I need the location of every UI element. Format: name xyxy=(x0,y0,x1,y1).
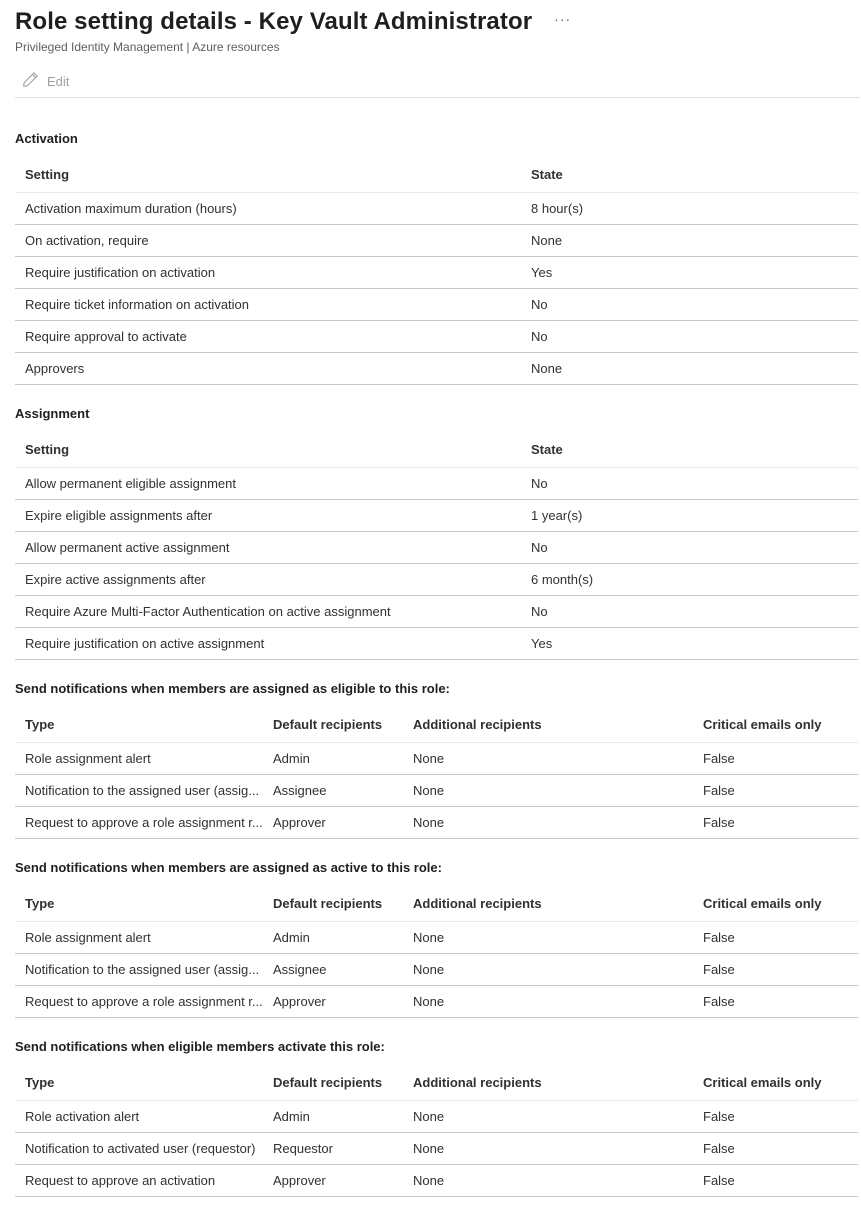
table-header-row xyxy=(15,432,858,468)
type-cell: Role assignment alert xyxy=(15,743,263,775)
table-row xyxy=(15,596,858,628)
setting-cell: Require ticket information on activation xyxy=(15,289,521,321)
breadcrumb-subtitle: Privileged Identity Management | Azure resources xyxy=(15,40,280,54)
state-cell: 1 year(s) xyxy=(521,500,858,532)
assignment-table xyxy=(15,432,858,660)
type-cell: Notification to the assigned user (assig... xyxy=(15,775,263,807)
additional-recipients-cell: None xyxy=(403,807,693,839)
state-cell: No xyxy=(521,532,858,564)
setting-cell: Expire active assignments after xyxy=(15,564,521,596)
additional-recipients-cell: None xyxy=(403,775,693,807)
additional-recipients-cell: None xyxy=(403,1133,693,1165)
column-header-default-recipients[interactable]: Default recipients xyxy=(263,707,403,743)
table-row xyxy=(15,1133,858,1165)
notify-active-table xyxy=(15,886,858,1018)
table-row xyxy=(15,564,858,596)
column-header-setting[interactable]: Setting xyxy=(15,157,521,193)
default-recipients-cell: Approver xyxy=(263,807,403,839)
table-row xyxy=(15,1101,858,1133)
notify-eligible-section-title: Send notifications when members are assigned as eligible to this role: xyxy=(15,681,450,696)
type-cell: Request to approve a role assignment r... xyxy=(15,807,263,839)
type-cell: Request to approve an activation xyxy=(15,1165,263,1197)
edit-label: Edit xyxy=(47,73,70,89)
table-header-row xyxy=(15,1065,858,1101)
table-header-row xyxy=(15,157,858,193)
type-cell: Notification to the assigned user (assig... xyxy=(15,954,263,986)
table-header-row xyxy=(15,707,858,743)
default-recipients-cell: Admin xyxy=(263,743,403,775)
column-header-critical-emails[interactable]: Critical emails only xyxy=(693,886,858,922)
additional-recipients-cell: None xyxy=(403,954,693,986)
default-recipients-cell: Admin xyxy=(263,922,403,954)
column-header-setting[interactable]: Setting xyxy=(15,432,521,468)
page-title: Role setting details - Key Vault Administrator xyxy=(15,8,533,35)
column-header-additional-recipients[interactable]: Additional recipients xyxy=(403,707,693,743)
setting-cell: Require approval to activate xyxy=(15,321,521,353)
setting-cell: On activation, require xyxy=(15,225,521,257)
column-header-additional-recipients[interactable]: Additional recipients xyxy=(403,886,693,922)
table-row xyxy=(15,468,858,500)
default-recipients-cell: Assignee xyxy=(263,775,403,807)
edit-button[interactable] xyxy=(22,71,69,91)
critical-emails-cell: False xyxy=(693,986,858,1018)
critical-emails-cell: False xyxy=(693,775,858,807)
column-header-state[interactable]: State xyxy=(521,157,858,193)
page-header xyxy=(15,6,861,54)
table-row xyxy=(15,743,858,775)
table-row xyxy=(15,500,858,532)
pencil-icon xyxy=(22,71,47,91)
table-row xyxy=(15,532,858,564)
setting-cell: Require Azure Multi-Factor Authentication on active assignment xyxy=(15,596,521,628)
critical-emails-cell: False xyxy=(693,1101,858,1133)
table-row xyxy=(15,257,858,289)
table-row xyxy=(15,1165,858,1197)
default-recipients-cell: Approver xyxy=(263,986,403,1018)
table-row xyxy=(15,954,858,986)
assignment-section-title: Assignment xyxy=(15,406,90,421)
additional-recipients-cell: None xyxy=(403,986,693,1018)
table-row xyxy=(15,225,858,257)
type-cell: Role assignment alert xyxy=(15,922,263,954)
state-cell: No xyxy=(521,321,858,353)
notify-activate-section-title: Send notifications when eligible members activate this role: xyxy=(15,1039,385,1054)
state-cell: 8 hour(s) xyxy=(521,193,858,225)
state-cell: 6 month(s) xyxy=(521,564,858,596)
table-row xyxy=(15,775,858,807)
critical-emails-cell: False xyxy=(693,1133,858,1165)
column-header-type[interactable]: Type xyxy=(15,707,263,743)
default-recipients-cell: Approver xyxy=(263,1165,403,1197)
notify-activate-table xyxy=(15,1065,858,1197)
more-options-icon[interactable]: ··· xyxy=(554,11,572,27)
table-row xyxy=(15,922,858,954)
table-row xyxy=(15,353,858,385)
state-cell: Yes xyxy=(521,257,858,289)
table-row xyxy=(15,289,858,321)
command-bar xyxy=(15,66,860,98)
table-row xyxy=(15,628,858,660)
critical-emails-cell: False xyxy=(693,743,858,775)
table-header-row xyxy=(15,886,858,922)
type-cell: Role activation alert xyxy=(15,1101,263,1133)
column-header-type[interactable]: Type xyxy=(15,886,263,922)
table-row xyxy=(15,193,858,225)
setting-cell: Activation maximum duration (hours) xyxy=(15,193,521,225)
additional-recipients-cell: None xyxy=(403,1101,693,1133)
setting-cell: Allow permanent active assignment xyxy=(15,532,521,564)
table-row xyxy=(15,321,858,353)
type-cell: Request to approve a role assignment r... xyxy=(15,986,263,1018)
additional-recipients-cell: None xyxy=(403,1165,693,1197)
setting-cell: Require justification on activation xyxy=(15,257,521,289)
column-header-type[interactable]: Type xyxy=(15,1065,263,1101)
table-row xyxy=(15,986,858,1018)
critical-emails-cell: False xyxy=(693,1165,858,1197)
additional-recipients-cell: None xyxy=(403,743,693,775)
column-header-critical-emails[interactable]: Critical emails only xyxy=(693,707,858,743)
critical-emails-cell: False xyxy=(693,954,858,986)
state-cell: No xyxy=(521,289,858,321)
table-row xyxy=(15,807,858,839)
critical-emails-cell: False xyxy=(693,922,858,954)
critical-emails-cell: False xyxy=(693,807,858,839)
activation-table xyxy=(15,157,858,385)
setting-cell: Expire eligible assignments after xyxy=(15,500,521,532)
additional-recipients-cell: None xyxy=(403,922,693,954)
column-header-additional-recipients[interactable]: Additional recipients xyxy=(403,1065,693,1101)
state-cell: Yes xyxy=(521,628,858,660)
notify-eligible-table xyxy=(15,707,858,839)
column-header-state[interactable]: State xyxy=(521,432,858,468)
type-cell: Notification to activated user (requestor) xyxy=(15,1133,263,1165)
column-header-critical-emails[interactable]: Critical emails only xyxy=(693,1065,858,1101)
default-recipients-cell: Admin xyxy=(263,1101,403,1133)
state-cell: No xyxy=(521,468,858,500)
state-cell: None xyxy=(521,225,858,257)
title-row xyxy=(15,6,861,38)
state-cell: No xyxy=(521,596,858,628)
default-recipients-cell: Requestor xyxy=(263,1133,403,1165)
setting-cell: Allow permanent eligible assignment xyxy=(15,468,521,500)
column-header-default-recipients[interactable]: Default recipients xyxy=(263,886,403,922)
activation-section-title: Activation xyxy=(15,131,78,146)
default-recipients-cell: Assignee xyxy=(263,954,403,986)
setting-cell: Approvers xyxy=(15,353,521,385)
column-header-default-recipients[interactable]: Default recipients xyxy=(263,1065,403,1101)
notify-active-section-title: Send notifications when members are assigned as active to this role: xyxy=(15,860,442,875)
setting-cell: Require justification on active assignment xyxy=(15,628,521,660)
state-cell: None xyxy=(521,353,858,385)
